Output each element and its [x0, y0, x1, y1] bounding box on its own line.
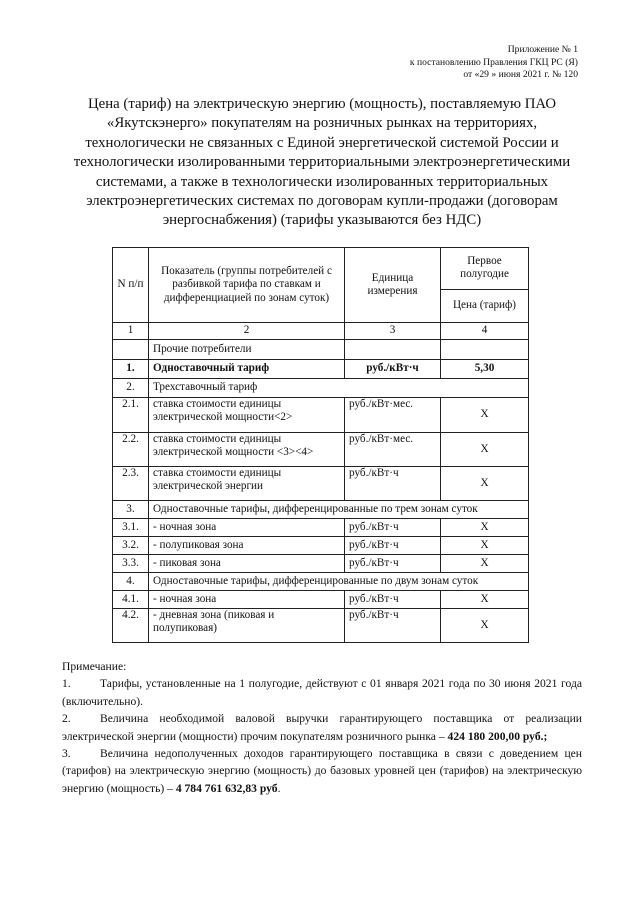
row-name: - пиковая зона — [149, 555, 345, 573]
row-name: - дневная зона (пиковая и полупиковая) — [149, 609, 345, 643]
row-name: ставка стоимости единицы электрической мощности<2> — [149, 398, 345, 433]
header-period: Первое полугодие — [441, 248, 529, 290]
row-value: X — [441, 433, 529, 467]
row-value: X — [441, 555, 529, 573]
table-row — [113, 519, 529, 537]
row-num: 4.1. — [113, 591, 149, 609]
row-unit: руб./кВт·ч — [345, 591, 441, 609]
row-unit: руб./кВт·ч — [345, 537, 441, 555]
table-row — [113, 555, 529, 573]
appendix-line-1: Приложение № 1 — [507, 44, 578, 55]
note-number: 1. — [62, 677, 71, 691]
note-amount: 424 180 200,00 руб.; — [447, 729, 548, 743]
group-label: Прочие потребители — [149, 340, 345, 360]
row-unit: руб./кВт·ч — [345, 360, 441, 379]
note-item — [62, 675, 582, 710]
row-value: X — [441, 398, 529, 433]
index-cell: 3 — [345, 323, 441, 340]
table-row — [113, 537, 529, 555]
note-item — [62, 710, 582, 745]
header-num: N п/п — [113, 248, 149, 323]
index-cell: 1 — [113, 323, 149, 340]
table-row — [113, 433, 529, 467]
row-num: 3. — [113, 501, 149, 519]
row-name: Одноставочные тарифы, дифференцированные по двум зонам суток — [149, 573, 529, 591]
row-num: 1. — [113, 360, 149, 379]
row-name: - ночная зона — [149, 591, 345, 609]
tariff-table — [112, 247, 529, 643]
row-unit: руб./кВт·мес. — [345, 433, 441, 467]
header-price: Цена (тариф) — [441, 289, 529, 322]
table-row — [113, 591, 529, 609]
table-row — [113, 573, 529, 591]
row-unit: руб./кВт·ч — [345, 519, 441, 537]
table-row — [113, 398, 529, 433]
note-tail: . — [277, 781, 281, 795]
note-text: Тарифы, установленные на 1 полугодие, действуют с 01 января 2021 года по 30 июня 2021 года (включительно). — [62, 677, 582, 708]
row-num: 4. — [113, 573, 149, 591]
row-num: 2.1. — [113, 398, 149, 433]
row-name: Трехставочный тариф — [149, 379, 529, 398]
row-value: X — [441, 467, 529, 501]
notes-section — [62, 658, 582, 797]
row-value: X — [441, 609, 529, 643]
table-row — [113, 360, 529, 379]
row-value: X — [441, 519, 529, 537]
row-unit: руб./кВт·ч — [345, 555, 441, 573]
row-value: X — [441, 537, 529, 555]
row-num: 2. — [113, 379, 149, 398]
row-name: - ночная зона — [149, 519, 345, 537]
row-unit: руб./кВт·ч — [345, 609, 441, 643]
note-number: 3. — [62, 747, 71, 761]
note-number: 2. — [62, 712, 71, 726]
header-unit: Единица измерения — [345, 248, 441, 323]
table-row — [113, 379, 529, 398]
note-text: Величина недополученных доходов гарантирующего поставщика в связи с доведением цен (тарифов) на электрическую энергию (мощность) до базовых уровней цен (тарифов) на электрическую энергию (мощность) – — [62, 747, 582, 795]
appendix-header — [410, 44, 578, 82]
row-unit: руб./кВт·ч — [345, 467, 441, 501]
appendix-line-3: от «29 » июня 2021 г. № 120 — [463, 69, 578, 81]
row-num: 2.2. — [113, 433, 149, 467]
row-num: 3.3. — [113, 555, 149, 573]
row-name: Одноставочный тариф — [149, 360, 345, 379]
row-value: X — [441, 591, 529, 609]
row-num: 3.2. — [113, 537, 149, 555]
header-indicator: Показатель (группы потребителей с разбивкой тарифа по ставкам и дифференциацией по зонам суток) — [149, 248, 345, 323]
notes-heading: Примечание: — [62, 660, 127, 673]
row-num: 3.1. — [113, 519, 149, 537]
row-name: ставка стоимости единицы электрической энергии — [149, 467, 345, 501]
note-text: Величина необходимой валовой выручки гарантирующего поставщика от реализации электрической энергии (мощности) прочим покупателям розничного рынка – — [62, 712, 582, 743]
row-name: - полупиковая зона — [149, 537, 345, 555]
table-index-row — [113, 323, 529, 340]
row-name: Одноставочные тарифы, дифференцированные по трем зонам суток — [149, 501, 529, 519]
document-title: Цена (тариф) на электрическую энергию (мощность), поставляемую ПАО «Якутскэнерго» покупателям на розничных рынках на территориях, технологически не связанных с Единой энергетической системой России и технологически изолированными территориальными электроэнергетическими системами, а также в технологически изолированных территориальных электроэнергетических системах по договорам купли-продажи (договорам энергоснабжения) (тарифы указываются без НДС) — [73, 96, 571, 229]
row-unit: руб./кВт·мес. — [345, 398, 441, 433]
empty-cell — [345, 340, 441, 360]
row-num: 4.2. — [113, 609, 149, 643]
empty-cell — [441, 340, 529, 360]
table-row — [113, 609, 529, 643]
row-num: 2.3. — [113, 467, 149, 501]
row-value: 5,30 — [441, 360, 529, 379]
index-cell: 4 — [441, 323, 529, 340]
row-name: ставка стоимости единицы электрической мощности <3><4> — [149, 433, 345, 467]
note-item — [62, 745, 582, 797]
appendix-line-2: к постановлению Правления ГКЦ РС (Я) — [409, 56, 578, 68]
index-cell: 2 — [149, 323, 345, 340]
table-row — [113, 467, 529, 501]
note-amount: 4 784 761 632,83 руб — [175, 781, 278, 795]
empty-cell — [113, 340, 149, 360]
table-row — [113, 501, 529, 519]
table-group-row — [113, 340, 529, 360]
table-header-row — [113, 248, 529, 290]
